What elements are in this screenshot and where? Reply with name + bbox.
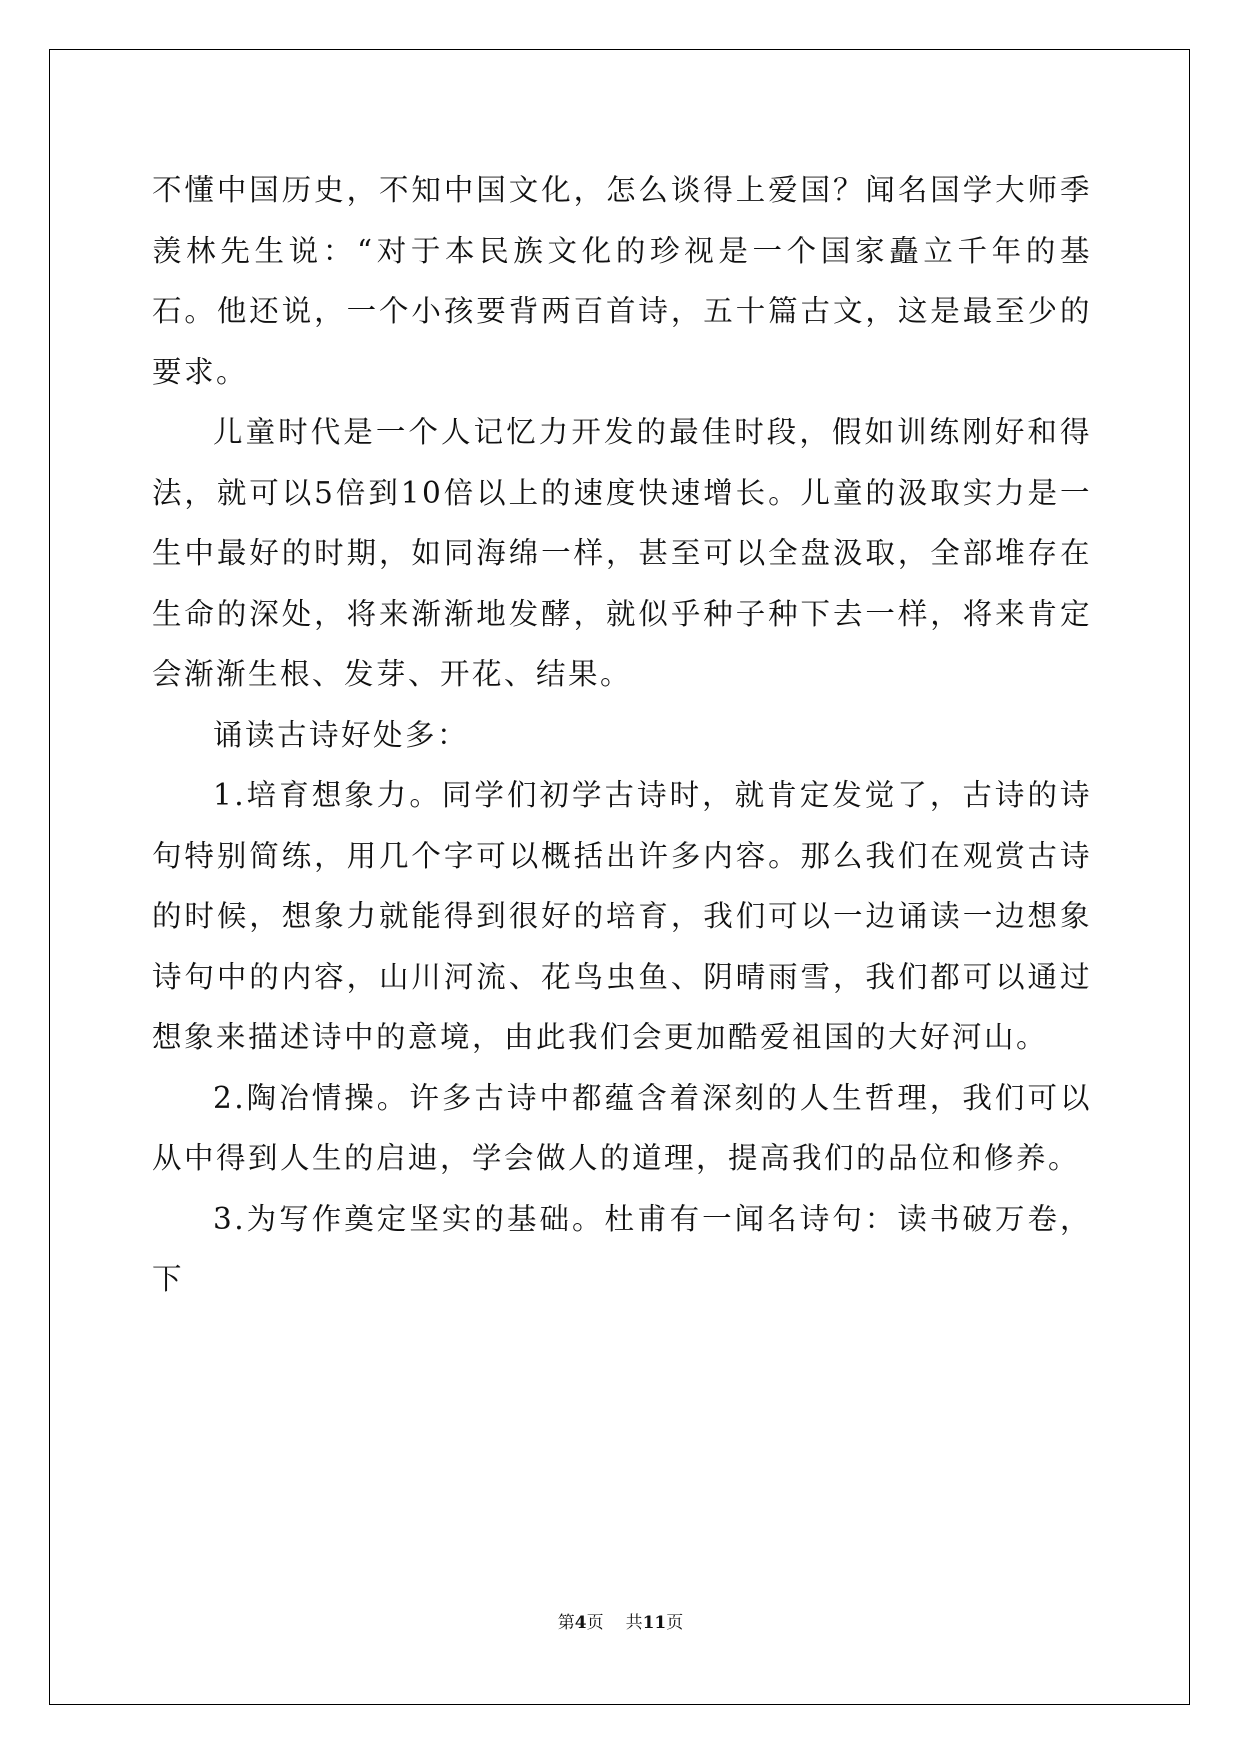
paragraph: 2.陶冶情操。许多古诗中都蕴含着深刻的人生哲理，我们可以从中得到人生的启迪，学会做人的道理，提高我们的品位和修养。: [152, 1080, 1092, 1175]
current-page-number: 4: [574, 1613, 587, 1633]
page-suffix: 页: [586, 1613, 604, 1633]
total-suffix: 页: [666, 1613, 684, 1633]
total-page-number: 11: [642, 1613, 667, 1633]
paragraph: 1.培育想象力。同学们初学古诗时，就肯定发觉了，古诗的诗句特别简练，用几个字可以概括出许多内容。那么我们在观赏古诗的时候，想象力就能得到很好的培育，我们可以一边诵读一边想象诗句中的内容，山川河流、花鸟虫鱼、阴晴雨雪，我们都可以通过想象来描述诗中的意境，由此我们会更加酷爱祖国的大好河山。: [152, 778, 1092, 1054]
paragraph: 儿童时代是一个人记忆力开发的最佳时段，假如训练刚好和得法，就可以5倍到10倍以上的速度快速增长。儿童的汲取实力是一生中最好的时期，如同海绵一样，甚至可以全盘汲取，全部堆存在生命的深处，将来渐渐地发酵，就似乎种子种下去一样，将来肯定会渐渐生根、发芽、开花、结果。: [152, 415, 1092, 691]
total-prefix: 共: [625, 1613, 643, 1633]
page-footer: [0, 1608, 1241, 1633]
paragraph: 诵读古诗好处多：: [213, 717, 470, 752]
page-prefix: 第: [557, 1613, 575, 1633]
paragraph: 不懂中国历史，不知中国文化，怎么谈得上爱国？闻名国学大师季羡林先生说：“对于本民族文化的珍视是一个国家矗立千年的基石。他还说，一个小孩要背两百首诗，五十篇古文，这是最至少的要求。: [152, 173, 1092, 389]
paragraph: 3.为写作奠定坚实的基础。杜甫有一闻名诗句：读书破万卷，下: [152, 1201, 1092, 1296]
document-body: [152, 160, 1092, 1310]
